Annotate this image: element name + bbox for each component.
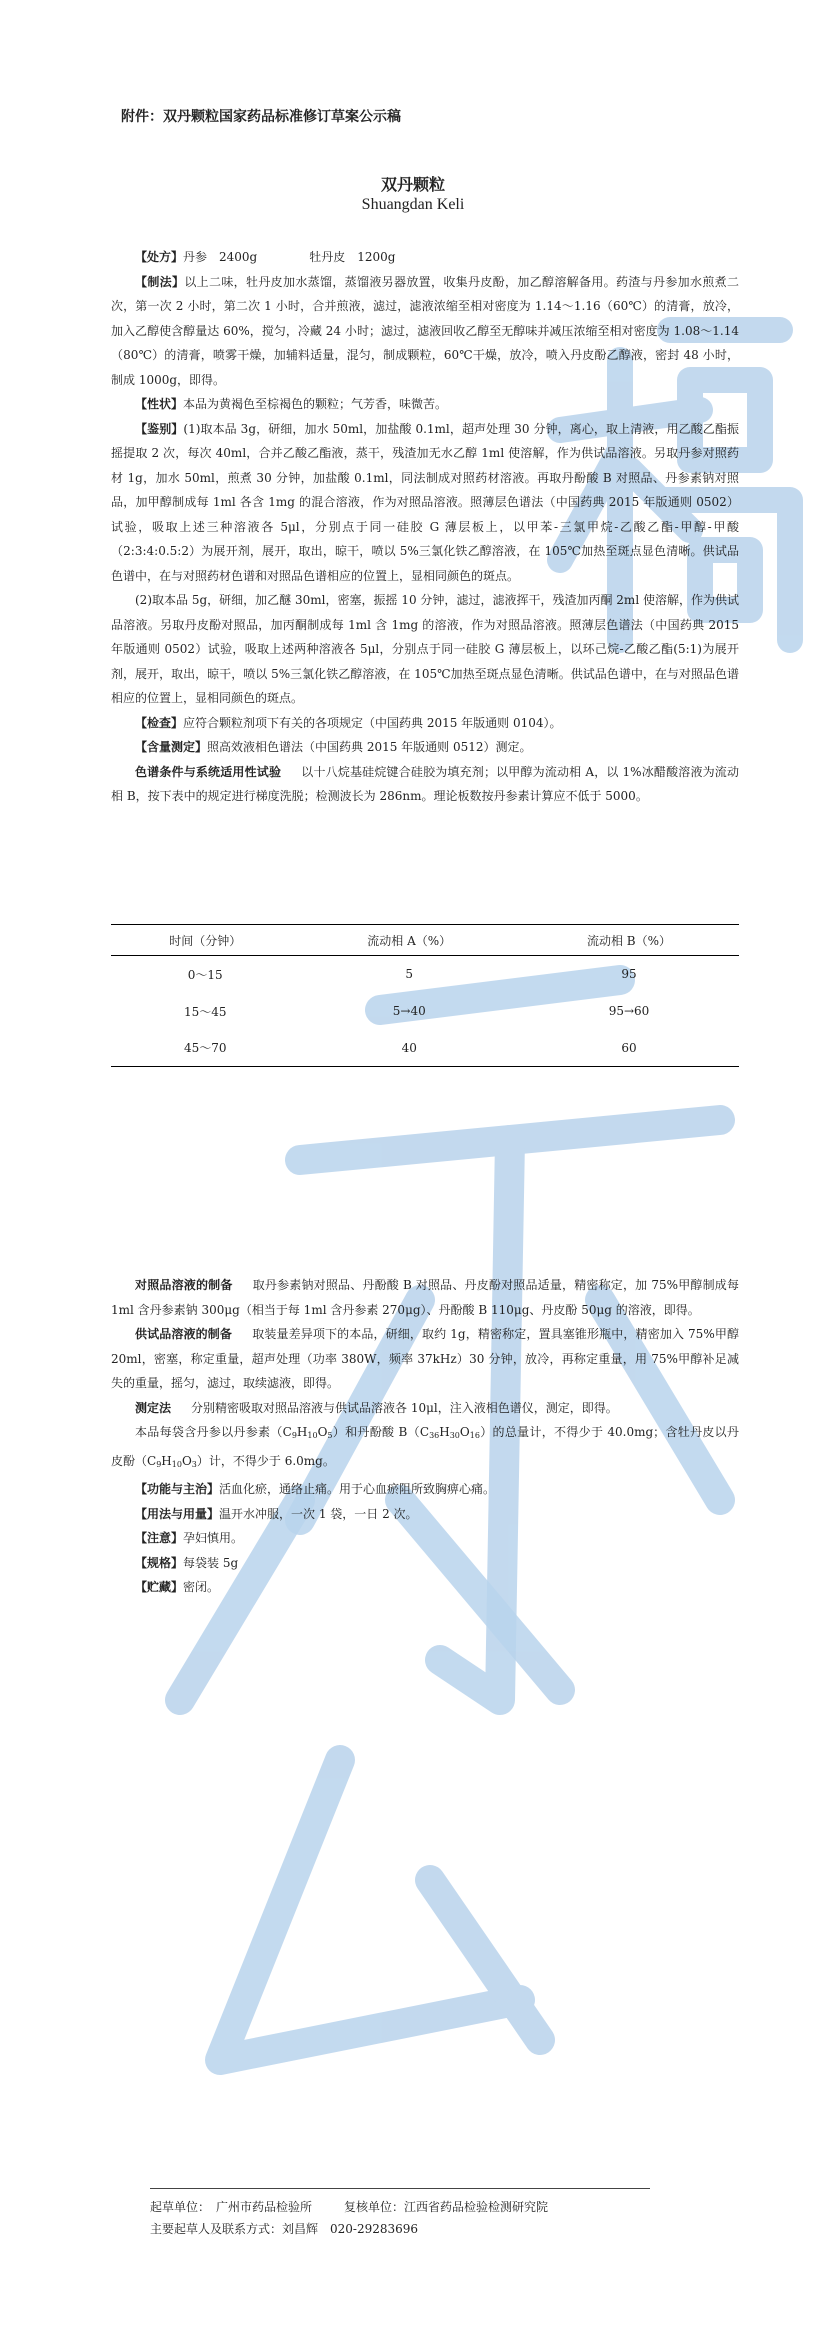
table-row: [111, 1030, 739, 1067]
storage-paragraph: [111, 1575, 739, 1600]
method-label: 测定法: [135, 1400, 172, 1415]
sample-solution-text: 取装量差异项下的本品，研细，取约 1g，精密称定，置具塞锥形瓶中，精密加入 75%甲醇 20ml，密塞，称定重量，超声处理（功率 380W，频率 37kHz）30 分钟，放冷，再称定重量，用 75%甲醇补足减失的重量，摇匀，滤过，取续滤液，即得。: [111, 1327, 739, 1390]
preparation-paragraph: [111, 270, 739, 393]
identification-text-1: (1)取本品 3g，研细，加水 50ml，加盐酸 0.1ml，超声处理 30 分钟，离心，取上清液，用乙酸乙酯振摇提取 2 次，每次 40ml，合并乙酸乙酯液，蒸干，残渣加无水乙醇 1ml 使溶解，作为供试品溶液。另取丹参对照药材 1g，加水 50ml，煎煮 30 分钟，加盐酸 0.1ml，同法制成对照药材溶液。再取丹酚酸 B 对照品、丹参素钠对照品，加甲醇制成每 1ml 各含 1mg 的混合溶液，作为对照品溶液。照薄层色谱法（中国药典 2015 年版通则 0502）试验，吸取上述三种溶液各 5μl，分别点于同一硅胶 G 薄层板上，以甲苯-三氯甲烷-乙酸乙酯-甲醇-甲酸（2:3:4:0.5:2）为展开剂，展开，取出，晾干，喷以 5%三氯化铁乙醇溶液，在 105℃加热至斑点显色清晰。供试品色谱中，在与对照药材色谱和对照品色谱相应的位置上，显相同颜色的斑点。: [111, 421, 739, 583]
table-cell: 40: [299, 1030, 519, 1067]
drafting-unit: 起草单位： 广州市药品检验所: [150, 2200, 313, 2214]
assay-text: 照高效液相色谱法（中国药典 2015 年版通则 0512）测定。: [207, 740, 532, 754]
character-paragraph: [111, 392, 739, 417]
table-cell: 95: [621, 967, 637, 982]
sample-solution-paragraph: [111, 1322, 739, 1396]
formula-element: O: [459, 1425, 470, 1439]
document-title: 双丹颗粒: [380, 175, 445, 194]
table-cell: 5: [405, 967, 414, 982]
monograph-body: [111, 245, 739, 809]
gradient-header-phase-a: 流动相 A（%）: [299, 925, 519, 956]
storage-text: 密闭。: [183, 1580, 220, 1594]
storage-label: 【贮藏】: [135, 1580, 184, 1594]
specification-text: 每袋装 5g: [183, 1555, 239, 1570]
formula-subscript: 9: [291, 1431, 297, 1440]
chromatography-paragraph: [111, 760, 739, 809]
table-cell: 45～70: [111, 1030, 299, 1067]
inspection-paragraph: [111, 711, 739, 736]
preparation-label: 【制法】: [135, 274, 185, 289]
function-paragraph: [111, 1477, 739, 1502]
gradient-header-phase-b: 流动相 B（%）: [519, 925, 739, 956]
reference-solution-text: 取丹参素钠对照品、丹酚酸 B 对照品、丹皮酚对照品适量，精密称定，加 75%甲醇制成每 1ml 含丹参素钠 300μg（相当于每 1ml 含丹参素 270μg）、丹酚酸 B 110μg、丹皮酚 50μg 的溶液，即得。: [111, 1278, 739, 1317]
gradient-table-header-row: [111, 925, 739, 956]
specification-label: 【规格】: [135, 1555, 184, 1570]
formula-element: H: [296, 1425, 308, 1439]
formula-subscript: 10: [171, 1459, 182, 1469]
footer-contact: 主要起草人及联系方式：刘昌辉 020-29283696: [150, 2222, 419, 2236]
table-cell: 0～15: [187, 967, 223, 982]
chromatography-label: 色谱条件与系统适用性试验: [135, 764, 282, 779]
usage-text: 温开水冲服，一次 1 袋，一日 2 次。: [219, 1506, 418, 1521]
table-row: [111, 956, 739, 993]
gradient-table: [111, 924, 739, 1067]
content-limit-paragraph: [111, 1420, 739, 1477]
content-text-b: ）和丹酚酸 B（C: [332, 1425, 430, 1439]
sample-solution-label: 供试品溶液的制备: [135, 1327, 233, 1341]
monograph-body-continued: [111, 1273, 739, 1600]
content-text-c: ）的总量计，不得少于 40.0mg；含牡丹皮以丹皮酚（C: [111, 1425, 739, 1468]
identification-paragraph-2: [111, 588, 739, 711]
identification-label: 【鉴别】: [135, 421, 184, 436]
table-cell: 15～45: [183, 1004, 227, 1019]
content-text-a: 本品每袋含丹参以丹参素（C: [135, 1425, 292, 1439]
chromatography-text: 以十八烷基硅烷键合硅胶为填充剂；以甲醇为流动相 A，以 1%冰醋酸溶液为流动相 B，按下表中的规定进行梯度洗脱；检测波长为 286nm。理论板数按丹参素计算应不低于 5000。: [111, 764, 739, 803]
formula-element: H: [439, 1425, 450, 1439]
character-label: 【性状】: [135, 397, 184, 411]
formula-subscript: 3: [191, 1459, 197, 1469]
prescription-item-mudanpi: 牡丹皮 1200g: [309, 250, 396, 264]
identification-paragraph-1: [111, 417, 739, 589]
method-paragraph: [111, 1396, 739, 1421]
attachment-header: 附件：双丹颗粒国家药品标准修订草案公示稿: [121, 109, 401, 125]
caution-label: 【注意】: [135, 1531, 184, 1545]
content-text-d: ）计，不得少于 6.0mg。: [196, 1453, 335, 1468]
specification-paragraph: [111, 1551, 739, 1576]
formula-element: H: [161, 1453, 172, 1468]
formula-element: O: [317, 1425, 328, 1439]
assay-label: 【含量测定】: [135, 740, 208, 754]
character-text: 本品为黄褐色至棕褐色的颗粒；气芳香，味微苦。: [183, 397, 448, 411]
usage-label: 【用法与用量】: [135, 1506, 220, 1521]
table-row: [111, 993, 739, 1030]
caution-paragraph: [111, 1526, 739, 1551]
document-pinyin: Shuangdan Keli: [361, 196, 465, 213]
formula-subscript: 10: [307, 1431, 318, 1440]
formula-subscript: 5: [327, 1431, 333, 1440]
reference-solution-paragraph: [111, 1273, 739, 1322]
function-label: 【功能与主治】: [135, 1482, 220, 1496]
inspection-text: 应符合颗粒剂项下有关的各项规定（中国药典 2015 年版通则 0104）。: [183, 715, 562, 730]
table-cell: 60: [519, 1030, 739, 1067]
reference-solution-label: 对照品溶液的制备: [135, 1278, 233, 1292]
usage-paragraph: [111, 1502, 739, 1527]
footer: [150, 2196, 710, 2240]
gradient-header-time: 时间（分钟）: [111, 925, 299, 956]
reviewing-unit: 复核单位：江西省药品检验检测研究院: [344, 2200, 549, 2214]
table-cell: 95→60: [608, 1004, 650, 1018]
formula-subscript: 30: [449, 1431, 460, 1440]
function-text: 活血化瘀，通络止痛。用于心血瘀阻所致胸痹心痛。: [219, 1482, 496, 1496]
method-text: 分别精密吸取对照品溶液与供试品溶液各 10μl，注入液相色谱仪，测定，即得。: [191, 1400, 618, 1415]
prescription-label: 【处方】: [135, 250, 184, 264]
formula-element: O: [181, 1453, 192, 1468]
caution-text: 孕妇慎用。: [183, 1531, 244, 1545]
formula-subscript: 36: [429, 1431, 440, 1440]
formula-subscript: 9: [156, 1459, 162, 1469]
footer-units-line: [150, 2196, 710, 2218]
preparation-text: 以上二味，牡丹皮加水蒸馏，蒸馏液另器放置，收集丹皮酚，加乙醇溶解备用。药渣与丹参加水煎煮二次，第一次 2 小时，第二次 1 小时，合并煎液，滤过，滤液浓缩至相对密度为 1.14～1.16（60℃）的清膏，放冷，加入乙醇使含醇量达 60%，搅匀，冷藏 24 小时；滤过，滤液回收乙醇至无醇味并减压浓缩至相对密度为 1.08～1.14（80℃）的清膏，喷雾干燥，加辅料适量，混匀，制成颗粒，60℃干燥，放冷，喷入丹皮酚乙醇液，密封 48 小时，制成 1000g，即得。: [111, 274, 739, 387]
inspection-label: 【检查】: [135, 715, 184, 730]
table-cell: 5→40: [392, 1004, 426, 1018]
footer-divider: [150, 2188, 650, 2189]
formula-subscript: 16: [469, 1431, 480, 1440]
prescription-paragraph: [111, 245, 739, 270]
identification-text-2: (2)取本品 5g，研细，加乙醚 30ml，密塞，振摇 10 分钟，滤过，滤液挥干，残渣加丙酮 2ml 使溶解，作为供试品溶液。另取丹皮酚对照品，加丙酮制成每 1ml 含 1mg 的溶液，作为对照品溶液。照薄层色谱法（中国药典 2015 年版通则 0502）试验，吸取上述两种溶液各 5μl，分别点于同一硅胶 G 薄层板上，以环己烷-乙酸乙酯(5:1)为展开剂，展开，取出，晾干，喷以 5%三氯化铁乙醇溶液，在 105℃加热至斑点显色清晰。供试品色谱中，在与对照品色谱相应的位置上，显相同颜色的斑点。: [111, 593, 739, 705]
assay-paragraph: [111, 735, 739, 760]
prescription-item-danshen: 丹参 2400g: [183, 250, 258, 264]
